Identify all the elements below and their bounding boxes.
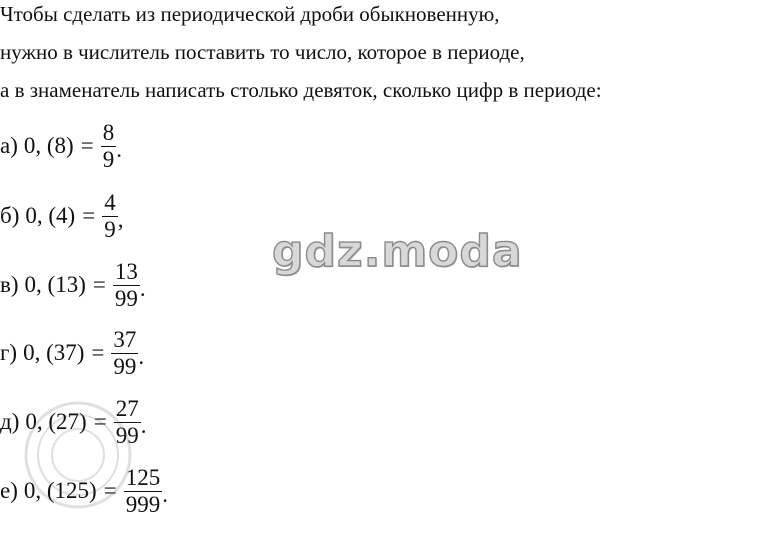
item-label: а) [0, 133, 18, 158]
intro-line-2: нужно в числитель поставить то число, которое в периоде, [0, 40, 525, 64]
periodic-decimal: 0, (37) [23, 340, 85, 365]
fraction [102, 190, 118, 243]
item-label: д) [0, 409, 20, 434]
item-v [0, 254, 146, 316]
item-label: б) [0, 203, 20, 228]
periodic-decimal: 0, (125) [23, 478, 97, 503]
denominator: 9 [102, 146, 115, 172]
numerator: 4 [104, 189, 116, 215]
denominator: 99 [114, 285, 138, 311]
numerator: 37 [113, 326, 137, 352]
item-a [0, 115, 122, 177]
equals-sign: = [80, 133, 94, 158]
equals-sign: = [91, 340, 105, 365]
item-label: г) [0, 340, 18, 365]
periodic-decimal: 0, (13) [24, 272, 86, 297]
punctuation: . [140, 413, 147, 438]
punctuation: . [116, 137, 122, 162]
numerator: 27 [115, 395, 139, 421]
denominator: 99 [115, 422, 139, 448]
punctuation: . [162, 482, 168, 507]
item-g [0, 322, 144, 384]
numerator: 8 [102, 119, 115, 145]
periodic-decimal: 0, (8) [23, 133, 74, 158]
denominator: 99 [113, 353, 137, 379]
equals-sign: = [103, 478, 117, 503]
faint-stamp-watermark [18, 395, 138, 515]
item-label: е) [0, 478, 18, 503]
fraction [101, 120, 117, 173]
fraction [113, 259, 140, 312]
punctuation: . [138, 344, 145, 369]
periodic-decimal: 0, (4) [25, 203, 76, 228]
intro-line-1: Чтобы сделать из периодической дроби обыкновенную, [0, 2, 500, 26]
periodic-decimal: 0, (27) [25, 409, 87, 434]
denominator: 999 [125, 491, 161, 517]
equals-sign: = [92, 272, 106, 297]
punctuation: . [139, 276, 146, 301]
watermark-logo: gdz.moda [272, 226, 523, 277]
equals-sign: = [82, 203, 96, 228]
denominator: 9 [104, 216, 116, 242]
numerator: 13 [114, 258, 138, 284]
numerator: 125 [125, 464, 161, 490]
item-b [0, 185, 123, 247]
item-label: в) [0, 272, 19, 297]
fraction [111, 327, 138, 380]
punctuation: , [117, 207, 124, 232]
intro-line-3: а в знаменатель написать столько девяток, сколько цифр в периоде: [0, 78, 602, 102]
equals-sign: = [93, 409, 107, 434]
